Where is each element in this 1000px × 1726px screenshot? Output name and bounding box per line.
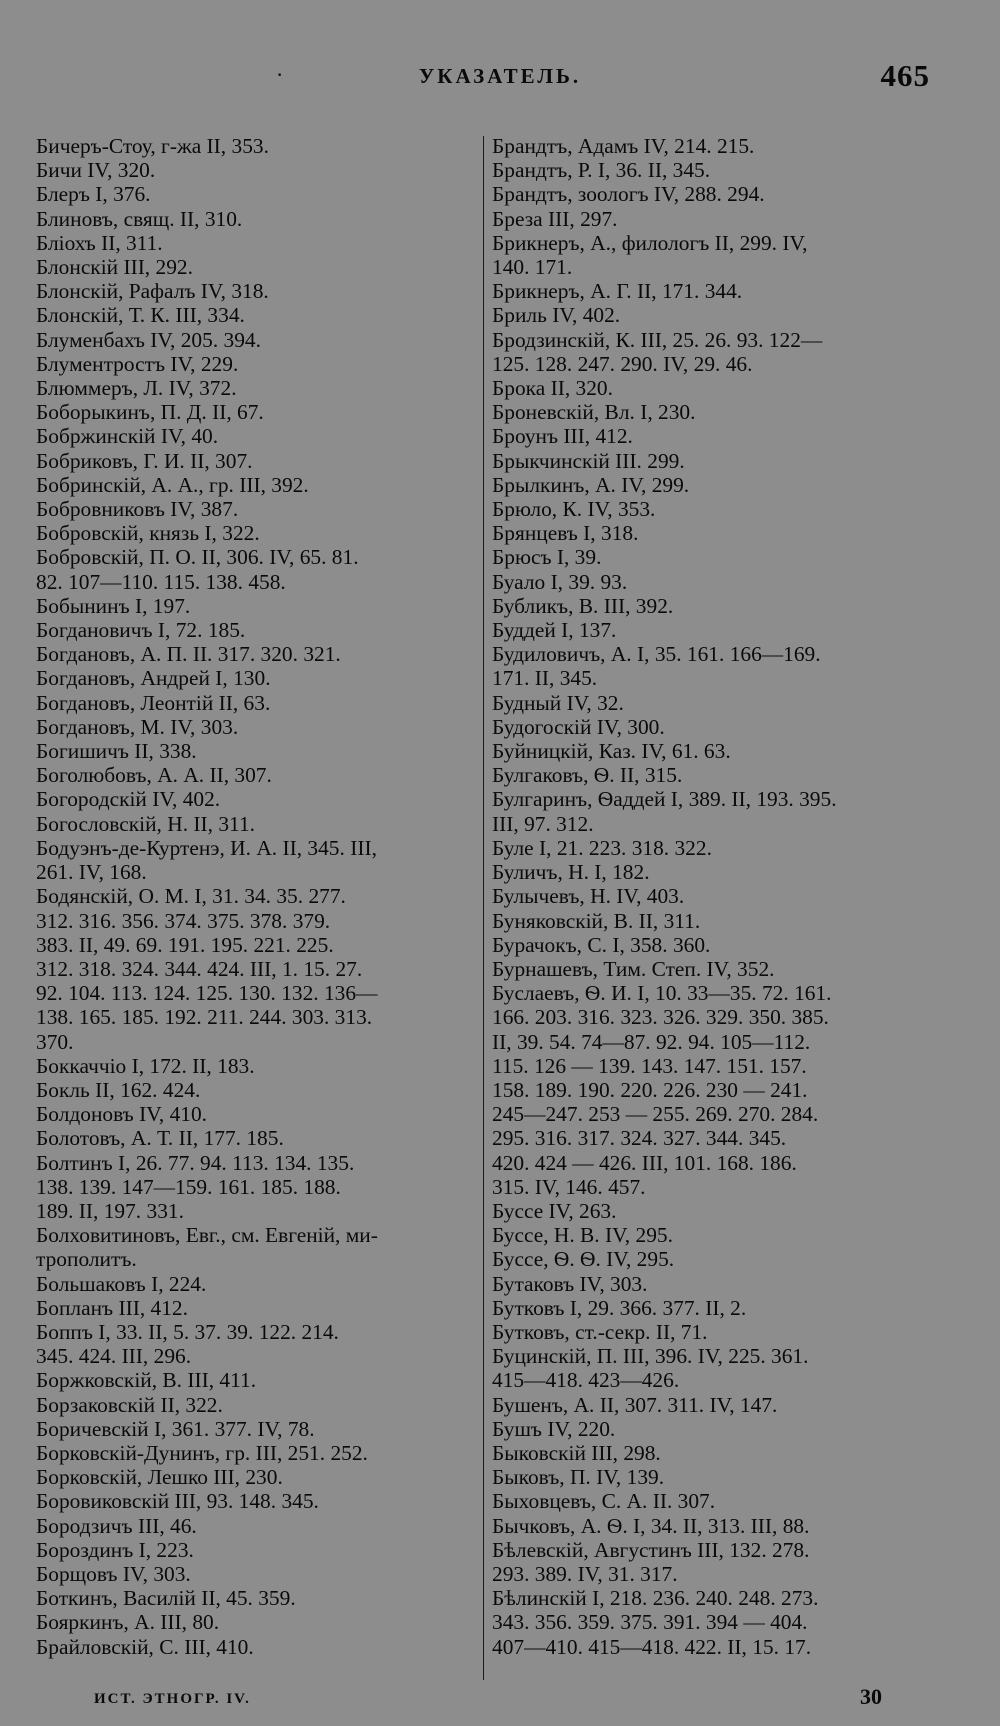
index-line: Буало I, 39. 93. — [492, 569, 628, 594]
index-line: Будный IV, 32. — [492, 690, 624, 715]
index-line: 115. 126 — 139. 143. 147. 151. 157. — [492, 1053, 807, 1078]
index-line: Бутковъ, ст.-секр. II, 71. — [492, 1319, 708, 1344]
index-line: 415—418. 423—426. — [492, 1368, 680, 1393]
index-line: Богдановичъ I, 72. 185. — [36, 618, 246, 643]
index-line: Брикнеръ, А., филологъ II, 299. IV, — [492, 230, 808, 255]
index-line: Бопланъ III, 412. — [36, 1295, 188, 1320]
index-line: Буле I, 21. 223. 318. 322. — [492, 835, 712, 860]
index-line: 245—247. 253 — 255. 269. 270. 284. — [492, 1102, 819, 1127]
index-line: Болтинъ I, 26. 77. 94. 113. 134. 135. — [36, 1150, 355, 1175]
index-line: Боголюбовъ, А. А. II, 307. — [36, 763, 272, 788]
index-line: Булычевъ, Н. IV, 403. — [492, 884, 685, 909]
index-line: Буссе IV, 263. — [492, 1198, 617, 1223]
index-line: Боккаччіо I, 172. II, 183. — [36, 1053, 255, 1078]
index-line: Бутковъ I, 29. 366. 377. II, 2. — [492, 1295, 747, 1320]
index-line: Бороздинъ I, 223. — [36, 1537, 194, 1562]
index-line: Болотовъ, А. Т. II, 177. 185. — [36, 1126, 284, 1151]
index-line: Борзаковскій II, 322. — [36, 1392, 223, 1417]
header-dot: · — [276, 62, 284, 87]
index-line: Будогоскій IV, 300. — [492, 714, 665, 739]
index-line: Бичи IV, 320. — [36, 158, 156, 183]
index-line: Блиновъ, свящ. II, 310. — [36, 206, 243, 231]
index-line: Богдановъ, Леонтій II, 63. — [36, 690, 271, 715]
index-line: Брандтъ, Адамъ IV, 214. 215. — [492, 134, 755, 158]
index-line: трополитъ. — [36, 1247, 137, 1272]
index-line: Брикнеръ, А. Г. II, 171. 344. — [492, 279, 743, 304]
index-line: 312. 316. 356. 374. 375. 378. 379. — [36, 908, 331, 933]
index-line: 345. 424. III, 296. — [36, 1344, 192, 1369]
index-line: 189. II, 197. 331. — [36, 1198, 184, 1223]
index-line: Богословскій, Н. II, 311. — [36, 811, 255, 836]
index-line: Богишичъ II, 338. — [36, 739, 197, 764]
index-line: Бродзинскій, К. III, 25. 26. 93. 122— — [492, 327, 823, 352]
index-line: Бушенъ, А. II, 307. 311. IV, 147. — [492, 1392, 778, 1417]
index-line: Болдоновъ IV, 410. — [36, 1102, 208, 1127]
index-line: Быковскій III, 298. — [492, 1440, 661, 1465]
index-line: Болховитиновъ, Евг., см. Евгеній, ми- — [36, 1223, 378, 1248]
index-column-left — [36, 134, 474, 1659]
index-column-right — [492, 134, 940, 1659]
index-line: Борковскій, Лешко III, 230. — [36, 1465, 283, 1490]
index-line: Бубликъ, В. III, 392. — [492, 593, 674, 618]
index-line: Брока II, 320. — [492, 376, 613, 401]
index-line: 343. 356. 359. 375. 391. 394 — 404. — [492, 1610, 808, 1635]
index-line: 407—410. 415—418. 422. II, 15. 17. — [492, 1634, 812, 1659]
footer-signature: ИСТ. ЭТНОГР. IV. — [94, 1691, 251, 1707]
index-line: Брайловскій, С. III, 410. — [36, 1634, 254, 1659]
index-line: Броунъ III, 412. — [492, 424, 633, 449]
index-line: Бодуэнъ-де-Куртенэ, И. А. II, 345. III, — [36, 835, 377, 860]
index-line: Брюло, К. IV, 353. — [492, 497, 656, 522]
index-line: 315. IV, 146. 457. — [492, 1174, 646, 1199]
index-line: Бліохъ II, 311. — [36, 230, 163, 255]
index-line: Буцинскій, П. III, 396. IV, 225. 361. — [492, 1344, 809, 1369]
index-line: Брандтъ, Р. I, 36. II, 345. — [492, 158, 711, 183]
index-line: Большаковъ I, 224. — [36, 1271, 207, 1296]
index-line: 420. 424 — 426. III, 101. 168. 186. — [492, 1150, 797, 1175]
index-line: Буйницкій, Каз. IV, 61. 63. — [492, 739, 731, 764]
index-line: 261. IV, 168. — [36, 860, 147, 885]
index-line: Блонскій, Рафалъ IV, 318. — [36, 279, 269, 304]
index-line: Боровиковскій III, 93. 148. 345. — [36, 1489, 319, 1514]
index-line: 383. II, 49. 69. 191. 195. 221. 225. — [36, 932, 334, 957]
index-line: Буддей I, 137. — [492, 618, 617, 643]
index-line: Бобынинъ I, 197. — [36, 593, 191, 618]
index-line: Блонскій, Т. К. III, 334. — [36, 303, 245, 328]
index-line: Бутаковъ IV, 303. — [492, 1271, 648, 1296]
index-line: 140. 171. — [492, 255, 573, 280]
footer-sheet-number: 30 — [860, 1684, 882, 1709]
index-line: 138. 139. 147—159. 161. 185. 188. — [36, 1174, 341, 1199]
index-line: Броневскій, Вл. I, 230. — [492, 400, 696, 425]
index-line: Бриль IV, 402. — [492, 303, 621, 328]
index-line: Бѣлевскій, Августинъ III, 132. 278. — [492, 1537, 810, 1562]
index-line: Буссе, Н. В. IV, 295. — [492, 1223, 673, 1248]
index-line: 295. 316. 317. 324. 327. 344. 345. — [492, 1126, 787, 1151]
index-line: Блуменбахъ IV, 205. 394. — [36, 327, 261, 352]
index-line: Бурачокъ, С. I, 358. 360. — [492, 932, 711, 957]
index-line: 125. 128. 247. 290. IV, 29. 46. — [492, 351, 753, 376]
index-line: 293. 389. IV, 31. 317. — [492, 1561, 678, 1586]
index-line: 138. 165. 185. 192. 211. 244. 303. 313. — [36, 1005, 373, 1030]
index-line: 370. — [36, 1029, 74, 1054]
index-line: Бобриковъ, Г. И. II, 307. — [36, 448, 253, 473]
index-line: 92. 104. 113. 124. 125. 130. 132. 136— — [36, 981, 378, 1006]
index-line: Блеръ I, 376. — [36, 182, 151, 207]
index-line: Буняковскій, В. II, 311. — [492, 908, 701, 933]
index-line: Богдановъ, М. IV, 303. — [36, 714, 239, 739]
index-line: Будиловичъ, А. I, 35. 161. 166—169. — [492, 642, 821, 667]
index-line: Блументростъ IV, 229. — [36, 351, 239, 376]
index-line: Борщовъ IV, 303. — [36, 1561, 191, 1586]
index-line: Бобровскій, П. О. II, 306. IV, 65. 81. — [36, 545, 359, 570]
index-line: 82. 107—110. 115. 138. 458. — [36, 569, 286, 594]
index-line: Буличъ, Н. I, 182. — [492, 860, 650, 885]
index-line: Бычковъ, А. Ѳ. I, 34. II, 313. III, 88. — [492, 1513, 810, 1538]
index-line: II, 39. 54. 74—87. 92. 94. 105—112. — [492, 1029, 811, 1054]
index-line: Боппъ I, 33. II, 5. 37. 39. 122. 214. — [36, 1319, 339, 1344]
index-line: Бобровниковъ IV, 387. — [36, 497, 239, 522]
index-line: Богдановъ, Андрей I, 130. — [36, 666, 271, 691]
index-line: Богдановъ, А. П. II. 317. 320. 321. — [36, 642, 341, 667]
index-line: Бушъ IV, 220. — [492, 1416, 616, 1441]
index-line: Бобринскій, А. А., гр. III, 392. — [36, 472, 309, 497]
index-line: Бобровскій, князь I, 322. — [36, 521, 260, 546]
index-line: Боборыкинъ, П. Д. II, 67. — [36, 400, 264, 425]
page-title: УКАЗАТЕЛЬ. — [418, 64, 582, 88]
index-line: Борковскій-Дунинъ, гр. III, 251. 252. — [36, 1440, 368, 1465]
index-line: Быковъ, П. IV, 139. — [492, 1465, 665, 1490]
index-line: Бѣлинскій I, 218. 236. 240. 248. 273. — [492, 1586, 819, 1611]
index-line: 312. 318. 324. 344. 424. III, 1. 15. 27. — [36, 956, 363, 981]
index-line: Блюммеръ, Л. IV, 372. — [36, 376, 237, 401]
index-line: Бородзичъ III, 46. — [36, 1513, 197, 1538]
index-line: Брянцевъ I, 318. — [492, 521, 639, 546]
index-line: Брандтъ, зоологъ IV, 288. 294. — [492, 182, 765, 207]
index-line: III, 97. 312. — [492, 811, 594, 836]
index-line: Бреза III, 297. — [492, 206, 618, 231]
index-line: Быховцевъ, С. А. II. 307. — [492, 1489, 716, 1514]
index-line: Брыкчинскій III. 299. — [492, 448, 685, 473]
index-line: Булгаринъ, Ѳаддей I, 389. II, 193. 395. — [492, 787, 837, 812]
index-line: Буслаевъ, Ѳ. И. I, 10. 33—35. 72. 161. — [492, 981, 832, 1006]
index-line: 166. 203. 316. 323. 326. 329. 350. 385. — [492, 1005, 829, 1030]
index-line: Блонскій III, 292. — [36, 255, 193, 280]
index-line: Боричевскій I, 361. 377. IV, 78. — [36, 1416, 315, 1441]
index-line: Брюсъ I, 39. — [492, 545, 602, 570]
index-line: Богородскій IV, 402. — [36, 787, 221, 812]
index-line: Бокль II, 162. 424. — [36, 1077, 201, 1102]
index-line: 158. 189. 190. 220. 226. 230 — 241. — [492, 1077, 808, 1102]
index-line: 171. II, 345. — [492, 666, 598, 691]
column-divider — [483, 136, 485, 1680]
index-line: Булгаковъ, Ѳ. II, 315. — [492, 763, 683, 788]
page-number: 465 — [880, 58, 930, 93]
index-line: Боржковскій, В. III, 411. — [36, 1368, 257, 1393]
index-line: Бурнашевъ, Тим. Степ. IV, 352. — [492, 956, 775, 981]
index-line: Боткинъ, Василій II, 45. 359. — [36, 1586, 296, 1611]
index-line: Буссе, Ѳ. Ѳ. IV, 295. — [492, 1247, 675, 1272]
index-line: Бобржинскій IV, 40. — [36, 424, 219, 449]
index-line: Бояркинъ, А. III, 80. — [36, 1610, 220, 1635]
index-line: Бодянскій, О. М. I, 31. 34. 35. 277. — [36, 884, 346, 909]
index-line: Брылкинъ, А. IV, 299. — [492, 472, 690, 497]
index-line: Бичеръ-Стоу, г-жа II, 353. — [36, 134, 269, 158]
